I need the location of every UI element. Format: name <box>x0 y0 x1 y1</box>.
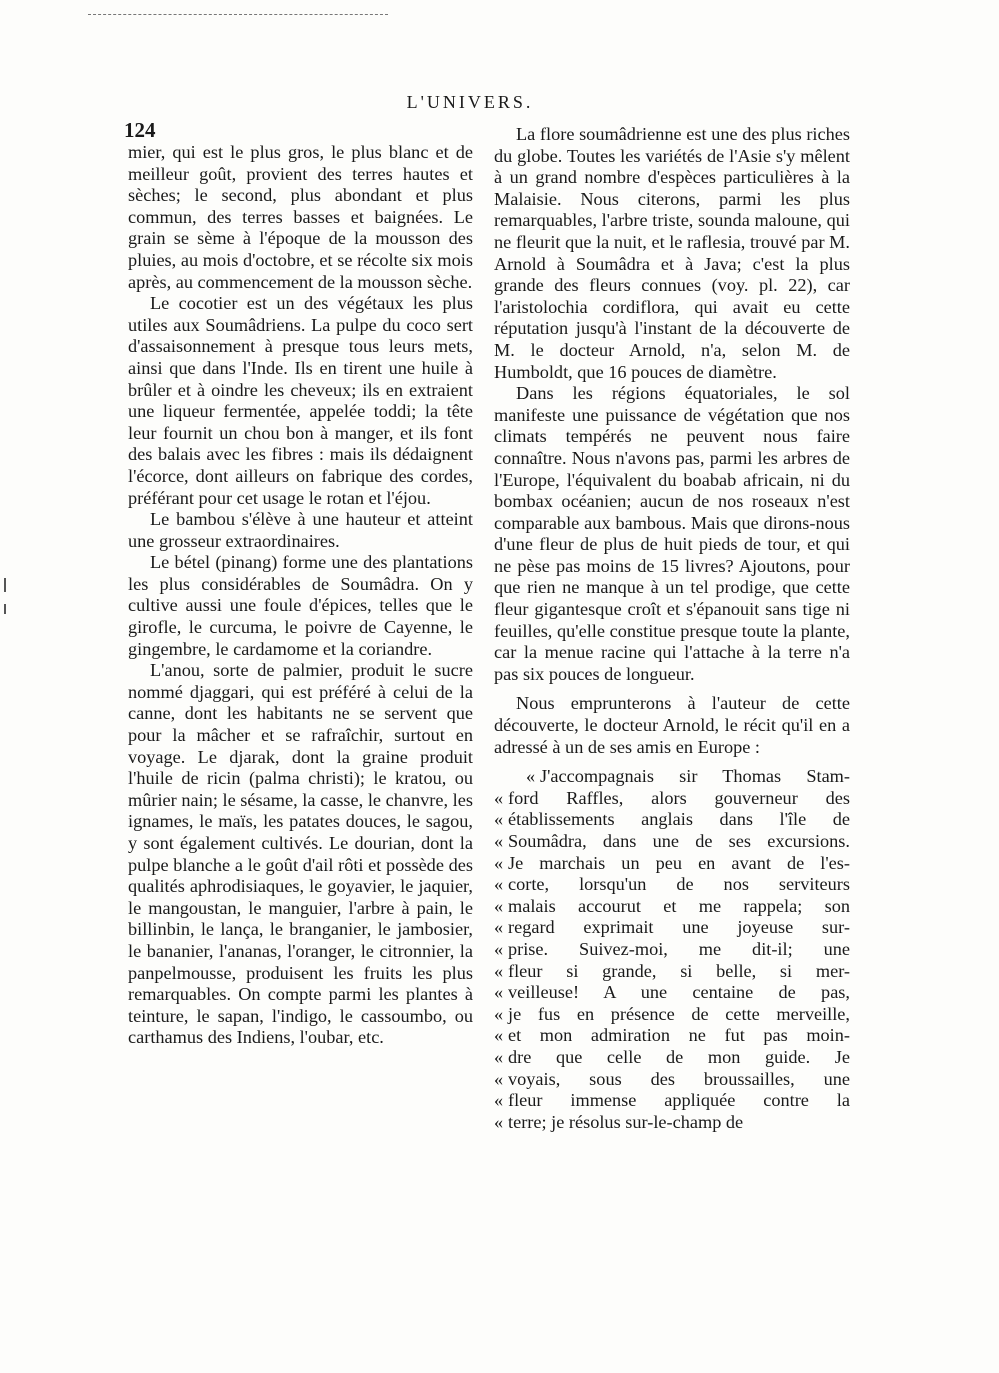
quote-line: « corte, lorsqu'un de nos serviteurs <box>494 874 850 896</box>
quote-line: « Soumâdra, dans une de ses excursions. <box>494 831 850 853</box>
quote-line: « veilleuse! A une centaine de pas, <box>494 982 850 1004</box>
quote-line: « malais accourut et me rappela; son <box>494 896 850 918</box>
top-rule <box>88 14 388 15</box>
quote-line: « J'accompagnais sir Thomas Stam- <box>494 766 850 788</box>
quote-line: « regard exprimait une joyeuse sur- <box>494 917 850 939</box>
quote-line: « et mon admiration ne fut pas moin- <box>494 1025 850 1047</box>
paragraph: La flore soumâdrienne est une des plus riches du globe. Toutes les variétés de l'Asie s'y mêlent à un grand nombre d'espèces particulières à la Malaisie. Nous citerons, parmi les plus remarquables, l'arbre triste, sounda maloune, qui ne fleurit que la nuit, et le raflesia, trouvé par M. Arnold à Soumâdra et à Java; c'est la plus grande des fleurs connues (voy. pl. 22), car l'aristolochia cordiflora, qui avait eu cette réputation jusqu'à l'instant de la découverte de M. le docteur Arnold, n'a, selon M. de Humboldt, que 16 pouces de diamètre. <box>494 124 850 382</box>
paragraph: Nous emprunterons à l'auteur de cette découverte, le docteur Arnold, le récit qu'il en a adressé à un de ses amis en Europe : <box>494 693 850 757</box>
quote-line: « prise. Suivez-moi, me dit-il; une <box>494 939 850 961</box>
left-column <box>128 142 473 1049</box>
quote-line: « je fus en présence de cette merveille, <box>494 1004 850 1026</box>
paragraph: Le cocotier est un des végétaux les plus utiles aux Soumâdriens. La pulpe du coco sert d'assaisonnement à presque tous leurs mets, ainsi que dans l'Inde. Ils en tirent une huile à brûler et à oindre les cheveux; ils en extraient une liqueur fermentée, appelée toddi; la tête leur fournit un chou bon à manger, et ils font des balais avec les fibres : mais ils dédaignent l'écorce, dont ailleurs on fabrique des cordes, préférant pour cet usage le rotan et l'éjou. <box>128 293 473 508</box>
quote-line: « ford Raffles, alors gouverneur des <box>494 788 850 810</box>
paragraph: Le bétel (pinang) forme une des plantations les plus considérables de Soumâdra. On y cultive aussi une foule d'épices, telles que le girofle, le curcuma, le poivre de Cayenne, le gingembre, le cardamome et la coriandre. <box>128 552 473 659</box>
quote-line: « voyais, sous des broussailles, une <box>494 1069 850 1091</box>
quote-line: « terre; je résolus sur-le-champ de <box>494 1112 850 1134</box>
margin-mark <box>4 578 6 592</box>
page-number: 124 <box>124 118 156 142</box>
quote-line: « fleur si grande, si belle, si mer- <box>494 961 850 983</box>
quotation <box>494 766 850 1133</box>
quote-line: « dre que celle de mon guide. Je <box>494 1047 850 1069</box>
paragraph: mier, qui est le plus gros, le plus blanc et de meilleur goût, provient des terres hautes et sèches; le second, plus abondant et plus commun, des terres basses et baignées. Le grain se sème à l'époque de la mousson des pluies, au mois d'octobre, et se récolte six mois après, au commencement de la mousson sèche. <box>128 142 473 292</box>
running-title: L'UNIVERS. <box>406 92 534 112</box>
quote-line: « établissements anglais dans l'île de <box>494 809 850 831</box>
quote-line: « fleur immense appliquée contre la <box>494 1090 850 1112</box>
paragraph: Dans les régions équatoriales, le sol manifeste une puissance de végétation que nos climats tempérés ne peuvent nous faire connaître. Nous n'avons pas, parmi les arbres de l'Europe, l'équivalent du boabab africain, ni du bombax océanien; aucun de nos roseaux n'est comparable aux bambous. Mais que dirons-nous d'une fleur de plus de huit pieds de tour, et qui ne pèse pas moins de 15 livres? Ajoutons, pour que rien ne manque à un tel prodige, que cette fleur gigantesque croît et s'épanouit sans tige ni feuilles, qu'elle constitue presque toute la plante, car la menue racine qui l'attache à la terre n'a pas six pouces de longueur. <box>494 383 850 684</box>
quote-line: « Je marchais un peu en avant de l'es- <box>494 853 850 875</box>
paragraph: Le bambou s'élève à une hauteur et atteint une grosseur extraordinaires. <box>128 509 473 551</box>
right-column <box>494 124 850 1133</box>
margin-mark <box>4 604 6 614</box>
paragraph: L'anou, sorte de palmier, produit le sucre nommé djaggari, qui est préféré à celui de la canne, dont les habitants ne se servent que pour la mâcher et se rafraîchir, surtout en voyage. Le djarak, dont la graine produit l'huile de ricin (palma christi); le kratou, ou mûrier nain; le sésame, la casse, le chanvre, les ignames, le maïs, les patates douces, le sagou, y sont également cultivés. Le dourian, dont la pulpe blanche a le goût d'ail rôti et possède des qualités aphrodisiaques, le goyavier, le jaquier, le mangoustan, le manguier, l'arbre à pain, le billinbin, le lança, le branganier, le jambosier, le bananier, l'ananas, l'oranger, le citronnier, la panpelmousse, produisent les fruits les plus remarquables. On compte parmi les plantes à teinture, le sapan, l'indigo, le cassoumbo, ou carthamus des Indiens, l'oubar, etc. <box>128 660 473 1048</box>
